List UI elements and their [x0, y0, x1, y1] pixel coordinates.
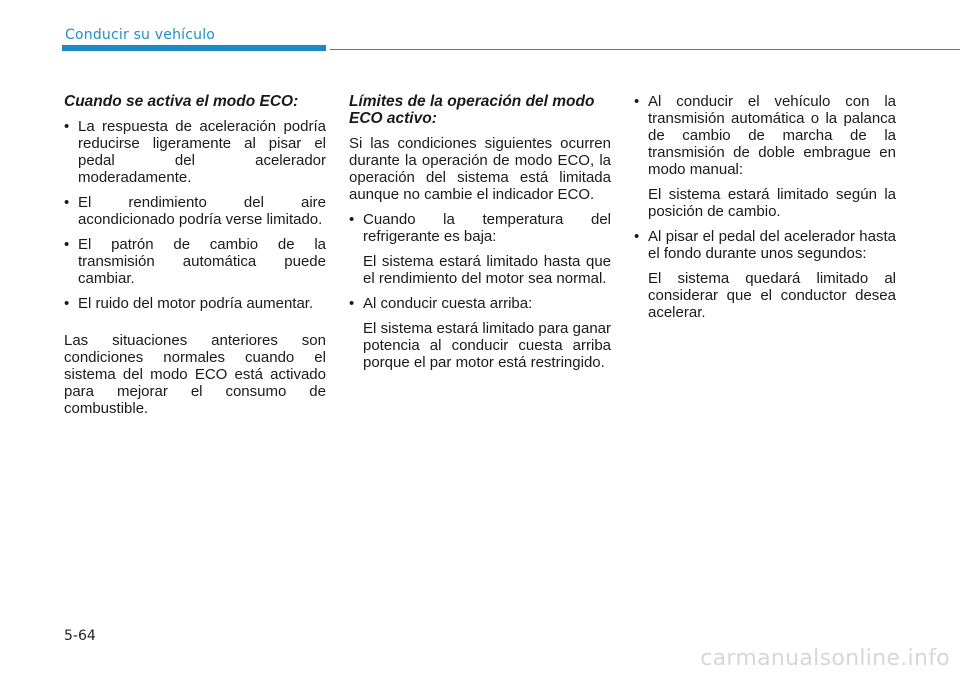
col2-bullet-list [349, 211, 611, 371]
bullet: • [64, 118, 70, 135]
list-item-text: Cuando la temperatura del refrigerante es baja: [363, 211, 611, 245]
column-1 [64, 93, 326, 425]
section-title: Conducir su vehículo [65, 27, 216, 43]
col3-bullet-list [634, 93, 896, 321]
list-item-subtext: El sistema estará limitado según la posición de cambio. [648, 186, 896, 220]
list-item-text: El patrón de cambio de la transmisión automática puede cambiar. [78, 236, 326, 287]
bullet: • [634, 93, 640, 110]
col1-heading: Cuando se activa el modo ECO: [64, 93, 299, 110]
list-item-text: Al conducir cuesta arriba: [363, 295, 533, 312]
col1-paragraph: Las situaciones anteriores son condiciones normales cuando el sistema del modo ECO está activado para mejorar el consumo de combustible. [64, 332, 326, 417]
list-item [634, 228, 896, 321]
bullet: • [64, 236, 70, 253]
column-3 [634, 93, 896, 329]
watermark: carmanualsonline.info [700, 646, 950, 671]
list-item [349, 211, 611, 287]
bullet: • [349, 211, 355, 228]
page-number: 5-64 [64, 628, 96, 644]
col1-bullet-list [64, 118, 326, 312]
header-rule-thick [62, 45, 326, 51]
list-item-text: El ruido del motor podría aumentar. [78, 295, 314, 312]
list-item-text: Al pisar el pedal del acelerador hasta el fondo durante unos segundos: [648, 228, 896, 262]
list-item [64, 295, 326, 312]
header-rule-thin [330, 49, 960, 50]
list-item-text: Al conducir el vehículo con la transmisión automática o la palanca de cambio de marcha de la transmisión de doble embrague en modo manual: [648, 93, 896, 178]
bullet: • [64, 194, 70, 211]
list-item [349, 295, 611, 371]
bullet: • [349, 295, 355, 312]
list-item [64, 236, 326, 287]
col2-intro: Si las condiciones siguientes ocurren durante la operación de modo ECO, la operación del sistema está limitada aunque no cambie el indicador ECO. [349, 135, 611, 203]
list-item-subtext: El sistema quedará limitado al considerar que el conductor desea acelerar. [648, 270, 896, 321]
bullet: • [64, 295, 70, 312]
list-item [64, 194, 326, 228]
bullet: • [634, 228, 640, 245]
list-item-subtext: El sistema estará limitado para ganar potencia al conducir cuesta arriba porque el par motor está restringido. [363, 320, 611, 371]
col2-heading: Límites de la operación del modo ECO activo: [349, 93, 595, 127]
list-item-subtext: El sistema estará limitado hasta que el rendimiento del motor sea normal. [363, 253, 611, 287]
column-2 [349, 93, 611, 379]
list-item [634, 93, 896, 220]
list-item-text: El rendimiento del aire acondicionado podría verse limitado. [78, 194, 326, 228]
list-item [64, 118, 326, 186]
list-item-text: La respuesta de aceleración podría reducirse ligeramente al pisar el pedal del acelerador moderadamente. [78, 118, 326, 186]
